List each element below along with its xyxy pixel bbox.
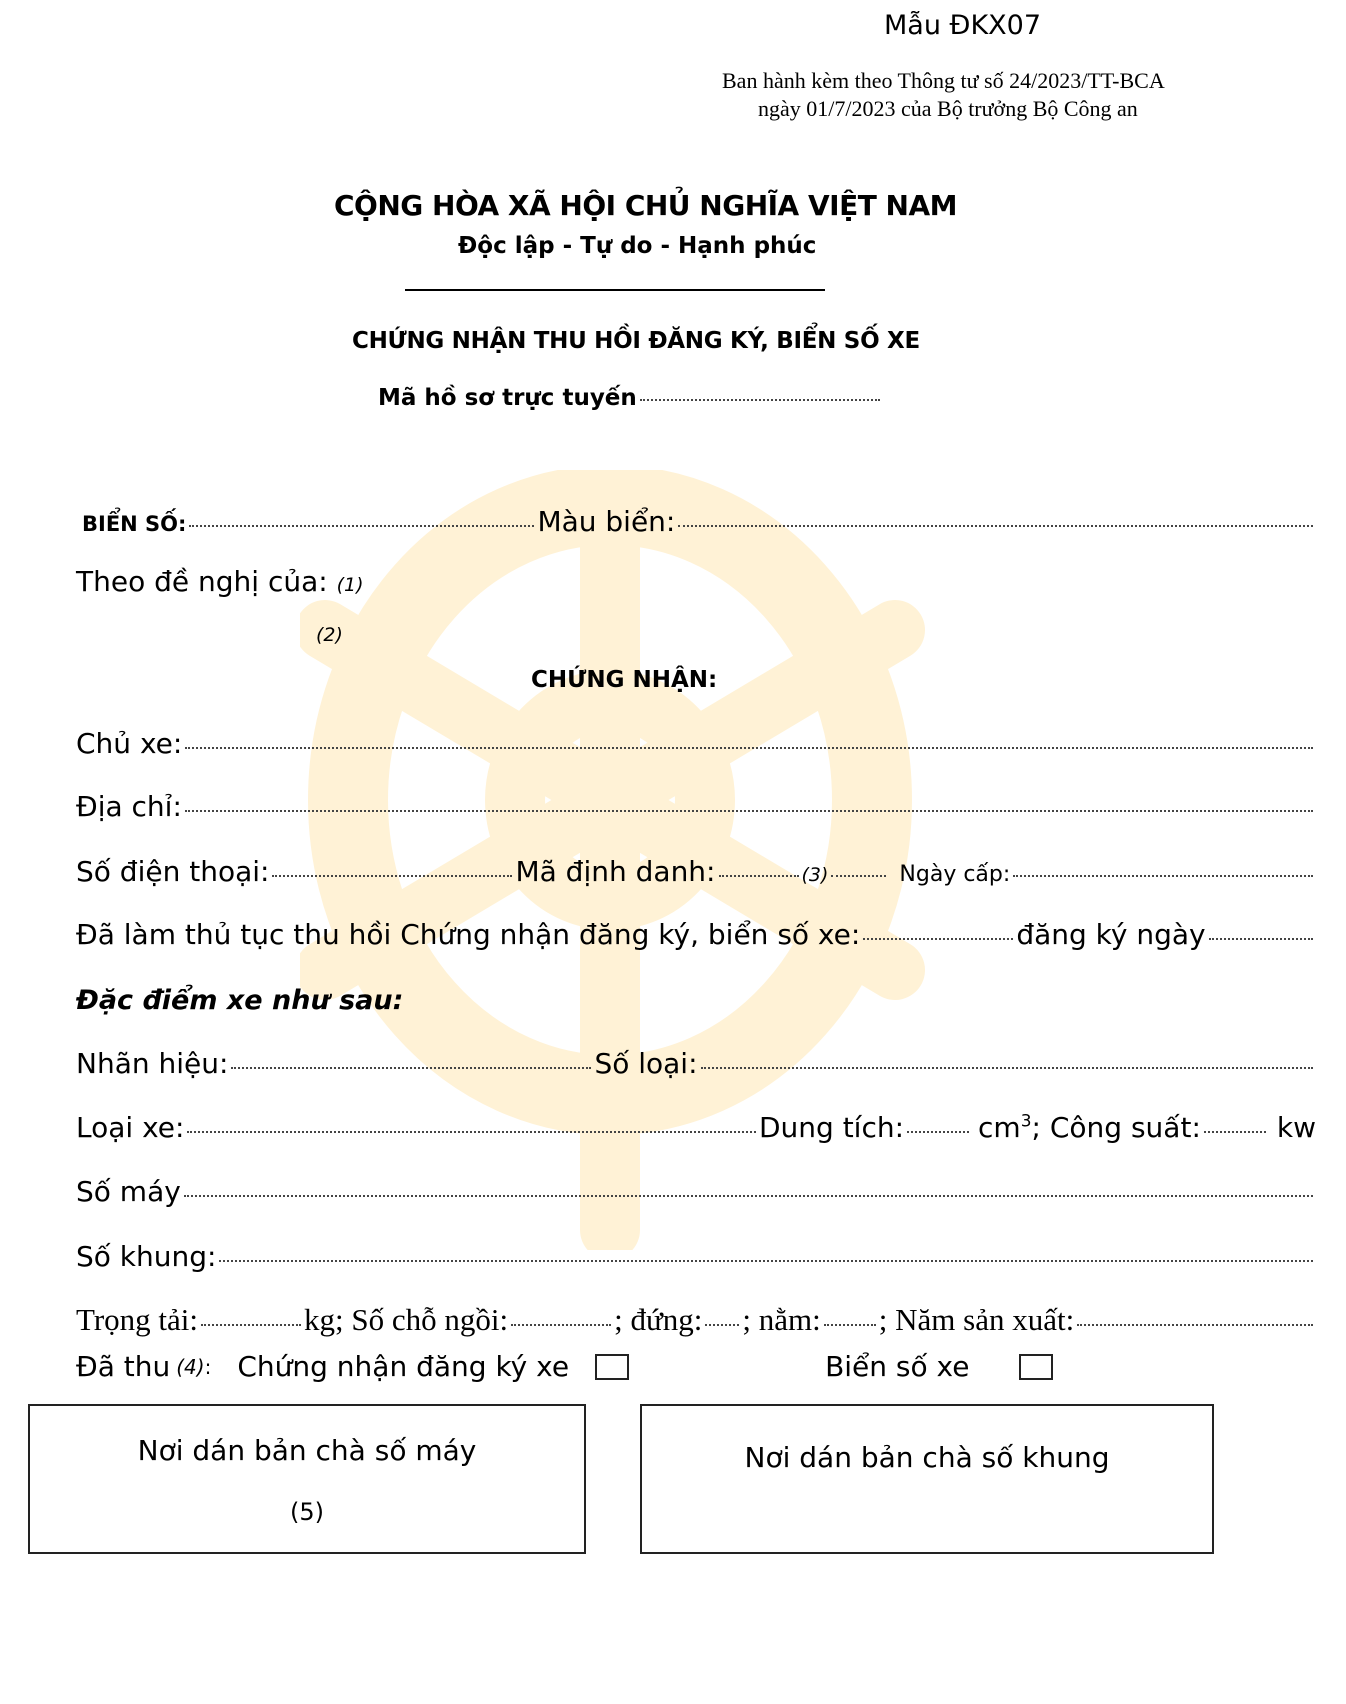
address-row [76,790,1316,823]
frame-rubbing-box [640,1404,1214,1554]
document-title: CHỨNG NHẬN THU HỒI ĐĂNG KÝ, BIỂN SỐ XE [352,328,920,354]
form-code: Mẫu ĐKX07 [884,10,1042,41]
load-input[interactable] [201,1324,301,1326]
features-heading: Đặc điểm xe như sau: [76,985,404,1016]
header-divider [405,289,825,291]
id-label: Mã định danh: [515,855,716,888]
proposed-by-label: Theo đề nghị của: [76,565,328,598]
lying-label: ; nằm: [742,1302,821,1337]
engine-input[interactable] [184,1195,1313,1197]
engine-rubbing-box [28,1404,586,1554]
note-4: (4) [176,1354,205,1379]
online-code-row [378,385,883,411]
capacity-input[interactable] [907,1131,969,1133]
capacity-unit-sup: 3 [1020,1111,1032,1132]
power-label: ; Công suất: [1031,1111,1201,1144]
issue-date-label: Ngày cấp: [899,862,1011,887]
standing-label: ; đứng: [614,1302,703,1337]
plate-color-input[interactable] [678,525,1313,527]
phone-input[interactable] [272,875,512,877]
id-input[interactable] [719,875,799,877]
standing-input[interactable] [705,1324,739,1326]
proposed-by-row [76,565,364,598]
type-input[interactable] [187,1131,756,1133]
plate-label: BIỂN SỐ: [82,512,187,536]
frame-label: Số khung: [76,1240,217,1273]
lying-input[interactable] [824,1324,876,1326]
plate-color-label: Màu biển: [537,505,676,538]
model-input[interactable] [701,1067,1313,1069]
revoked-row [76,918,1316,951]
national-title: CỘNG HÒA XÃ HỘI CHỦ NGHĨA VIỆT NAM [334,189,958,222]
load-label: Trọng tải: [76,1302,199,1337]
frame-input[interactable] [219,1260,1313,1262]
issue-date-input[interactable] [1013,875,1313,877]
issued-line-1: Ban hành kèm theo Thông tư số 24/2023/TT-BCA [722,68,1165,93]
engine-label: Số máy [76,1175,181,1208]
id-input-suffix[interactable] [831,875,886,877]
owner-input[interactable] [185,747,1313,749]
power-input[interactable] [1204,1131,1266,1133]
revoked-plate-input[interactable] [863,938,1013,940]
type-row [76,1111,1316,1144]
capacity-unit-text: cm [978,1111,1021,1144]
online-code-label: Mã hồ sơ trực tuyến [378,385,637,411]
phone-id-row [76,855,1316,888]
certify-heading: CHỨNG NHẬN: [531,667,718,693]
power-unit: kw [1276,1111,1316,1144]
phone-label: Số điện thoại: [76,855,270,888]
address-label: Địa chỉ: [76,790,182,823]
plate-row [82,505,1316,538]
collected-row [76,1350,1053,1383]
capacity-label: Dung tích: [758,1111,905,1144]
load-unit: kg; Số chỗ ngồi: [304,1302,509,1337]
engine-rubbing-label: Nơi dán bản chà số máy [137,1434,477,1467]
address-input[interactable] [185,810,1313,812]
check-registration-checkbox[interactable] [595,1354,629,1380]
year-label: ; Năm sản xuất: [878,1302,1075,1337]
brand-label: Nhãn hiệu: [76,1047,229,1080]
plate-input[interactable] [189,525,534,527]
online-code-input[interactable] [640,399,880,401]
frame-rubbing-label: Nơi dán bản chà số khung [744,1441,1110,1474]
note-5: (5) [290,1498,324,1526]
year-input[interactable] [1077,1324,1313,1326]
check-registration-label: Chứng nhận đăng ký xe [237,1350,570,1383]
engine-row [76,1175,1316,1208]
owner-row [76,727,1316,760]
capacity-unit [978,1111,1032,1144]
brand-input[interactable] [231,1067,591,1069]
check-plate-checkbox[interactable] [1019,1354,1053,1380]
reg-date-input[interactable] [1209,938,1313,940]
national-motto: Độc lập - Tự do - Hạnh phúc [458,233,817,259]
seats-input[interactable] [511,1324,611,1326]
collected-colon: : [204,1354,212,1379]
note-2: (2) [316,624,343,646]
brand-row [76,1047,1316,1080]
collected-label: Đã thu [76,1350,171,1383]
issued-line-2: ngày 01/7/2023 của Bộ trưởng Bộ Công an [758,96,1138,121]
owner-label: Chủ xe: [76,727,183,760]
reg-date-label: đăng ký ngày [1016,918,1206,951]
revoked-label: Đã làm thủ tục thu hồi Chứng nhận đăng ký, biển số xe: [76,918,861,951]
load-row [76,1302,1316,1338]
note-3: (3) [801,864,829,886]
frame-row [76,1240,1316,1273]
model-label: Số loại: [594,1047,698,1080]
note-1: (1) [336,574,364,596]
type-label: Loại xe: [76,1111,185,1144]
check-plate-label: Biển số xe [825,1350,970,1383]
